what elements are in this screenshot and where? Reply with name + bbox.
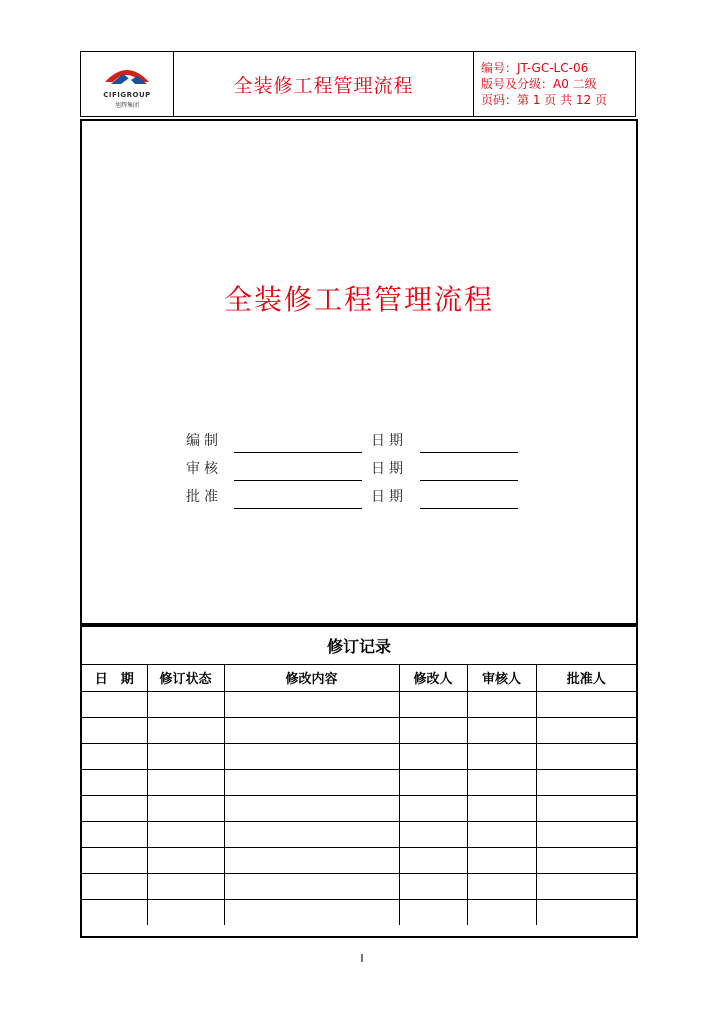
table-cell[interactable]: [467, 847, 536, 873]
table-cell[interactable]: [224, 899, 399, 925]
table-cell[interactable]: [82, 795, 147, 821]
signature-date-line[interactable]: [420, 508, 518, 509]
table-cell[interactable]: [536, 743, 636, 769]
table-cell[interactable]: [224, 795, 399, 821]
table-cell[interactable]: [147, 847, 224, 873]
logo-cell: [81, 52, 174, 116]
signature-label: 批准: [186, 489, 222, 505]
signature-row-approve: [82, 486, 636, 510]
date-label: 日期: [371, 461, 407, 477]
table-cell[interactable]: [82, 743, 147, 769]
signature-name-line[interactable]: [234, 508, 362, 509]
table-cell[interactable]: [467, 691, 536, 717]
header-meta: [474, 52, 635, 116]
document-header: [80, 51, 636, 117]
table-cell[interactable]: [467, 821, 536, 847]
col-modifier: 修改人: [399, 665, 467, 691]
table-cell[interactable]: [399, 847, 467, 873]
table-cell[interactable]: [536, 691, 636, 717]
table-cell[interactable]: [399, 769, 467, 795]
table-cell[interactable]: [147, 717, 224, 743]
table-cell[interactable]: [82, 769, 147, 795]
table-cell[interactable]: [536, 873, 636, 899]
table-cell[interactable]: [536, 899, 636, 925]
table-cell[interactable]: [147, 899, 224, 925]
logo-text-en: CIFIGROUP: [103, 91, 151, 99]
signature-row-review: [82, 458, 636, 482]
page-indicator: 页码：第 1 页 共 12 页: [481, 93, 607, 107]
table-cell[interactable]: [147, 769, 224, 795]
table-cell[interactable]: [82, 821, 147, 847]
signature-label: 编制: [186, 433, 222, 449]
table-row: [82, 691, 636, 717]
signature-name-line[interactable]: [234, 480, 362, 481]
header-title: 全装修工程管理流程: [174, 52, 474, 116]
cover-title: 全装修工程管理流程: [223, 283, 494, 316]
table-cell[interactable]: [224, 847, 399, 873]
table-row: [82, 821, 636, 847]
table-cell[interactable]: [467, 769, 536, 795]
table-cell[interactable]: [147, 821, 224, 847]
table-cell[interactable]: [82, 717, 147, 743]
table-cell[interactable]: [82, 847, 147, 873]
table-cell[interactable]: [467, 899, 536, 925]
table-row: [82, 769, 636, 795]
table-cell[interactable]: [467, 743, 536, 769]
table-cell[interactable]: [399, 717, 467, 743]
table-cell[interactable]: [147, 873, 224, 899]
table-cell[interactable]: [536, 821, 636, 847]
table-row: [82, 847, 636, 873]
col-status: 修订状态: [147, 665, 224, 691]
table-cell[interactable]: [536, 847, 636, 873]
table-cell[interactable]: [399, 691, 467, 717]
table-cell[interactable]: [224, 743, 399, 769]
col-content: 修改内容: [224, 665, 399, 691]
signature-label: 审核: [186, 461, 222, 477]
date-label: 日期: [371, 433, 407, 449]
table-cell[interactable]: [147, 691, 224, 717]
table-cell[interactable]: [224, 717, 399, 743]
signature-name-line[interactable]: [234, 452, 362, 453]
table-cell[interactable]: [536, 717, 636, 743]
doc-number: 编号：JT-GC-LC-06: [481, 61, 589, 75]
table-cell[interactable]: [147, 743, 224, 769]
table-row: [82, 743, 636, 769]
revision-header-row: [82, 665, 636, 691]
table-cell[interactable]: [224, 821, 399, 847]
table-cell[interactable]: [399, 743, 467, 769]
date-label: 日期: [371, 489, 407, 505]
table-cell[interactable]: [399, 873, 467, 899]
version-level: 版号及分级：A0 二级: [481, 77, 597, 91]
table-row: [82, 795, 636, 821]
cifi-logo-icon: [101, 62, 153, 90]
signature-row-compile: [82, 430, 636, 454]
table-cell[interactable]: [467, 795, 536, 821]
table-cell[interactable]: [224, 873, 399, 899]
table-cell[interactable]: [147, 795, 224, 821]
table-row: [82, 717, 636, 743]
table-cell[interactable]: [82, 899, 147, 925]
logo-text-cn: 旭辉集团: [114, 102, 139, 109]
signature-date-line[interactable]: [420, 480, 518, 481]
col-approver: 批准人: [536, 665, 636, 691]
table-cell[interactable]: [399, 795, 467, 821]
signature-date-line[interactable]: [420, 452, 518, 453]
table-cell[interactable]: [467, 873, 536, 899]
revision-record: [80, 625, 638, 938]
col-date: 日 期: [82, 665, 147, 691]
table-cell[interactable]: [82, 873, 147, 899]
table-cell[interactable]: [399, 899, 467, 925]
table-cell[interactable]: [536, 795, 636, 821]
page-number: I: [360, 952, 364, 965]
cover-box: [80, 119, 638, 625]
table-cell[interactable]: [224, 769, 399, 795]
table-cell[interactable]: [82, 691, 147, 717]
table-cell[interactable]: [467, 717, 536, 743]
table-cell[interactable]: [536, 769, 636, 795]
col-reviewer: 审核人: [467, 665, 536, 691]
table-row: [82, 873, 636, 899]
table-cell[interactable]: [224, 691, 399, 717]
table-row: [82, 899, 636, 925]
revision-title: 修订记录: [82, 627, 636, 665]
revision-table: [82, 665, 636, 925]
table-cell[interactable]: [399, 821, 467, 847]
